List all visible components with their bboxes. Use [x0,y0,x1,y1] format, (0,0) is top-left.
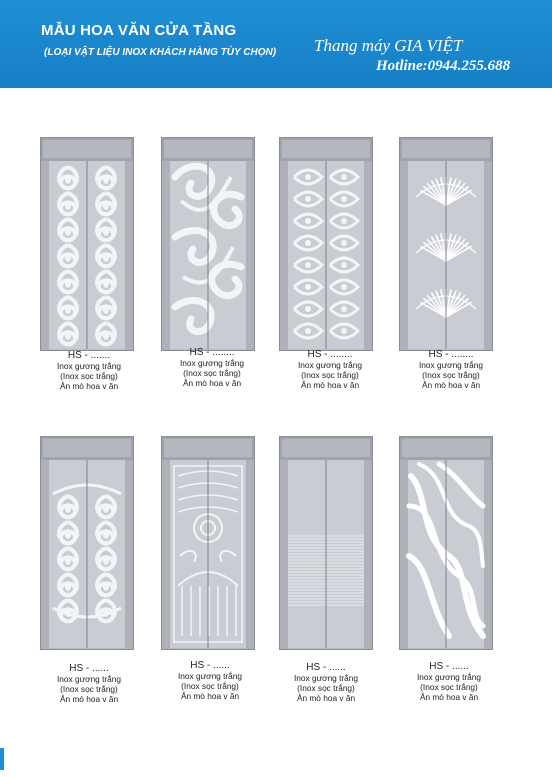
door-caption-5 [34,664,144,704]
door-caption-1 [34,351,144,391]
door-caption-6 [155,661,265,701]
door-code: HS - ...... [306,662,346,673]
page-subtitle: (LOẠI VẬT LIỆU INOX KHÁCH HÀNG TÙY CHỌN) [44,47,277,58]
door-svg-7 [279,436,373,650]
page-edge-mark [0,748,4,770]
door-material: Inox gương trắng [293,673,359,683]
door-material: Inox gương trắng [416,672,482,682]
door-code: HS - ........ [189,347,235,358]
door-code: HS - ....... [67,350,111,361]
door-caption-8 [394,662,504,702]
door-image-1 [40,137,134,351]
door-material-alt: (Inox sọc trắng) [60,684,118,694]
door-image-3 [279,137,373,351]
door-finish: Ăn mò hoa v ăn [180,691,240,701]
door-material-alt: (Inox sọc trắng) [183,368,241,378]
page-header [0,0,552,88]
door-svg-8 [399,436,493,650]
door-finish: Ăn mò hoa v ăn [59,381,119,391]
door-material-alt: (Inox sọc trắng) [420,682,478,692]
door-material-alt: (Inox sọc trắng) [60,371,118,381]
door-image-7 [279,436,373,650]
door-material: Inox gương trắng [56,674,122,684]
door-material-alt: (Inox sọc trắng) [422,370,480,380]
door-svg-4 [399,137,493,351]
door-svg-5 [40,436,134,650]
door-svg-2 [161,137,255,351]
door-caption-3 [275,350,385,390]
door-material: Inox gương trắng [297,360,363,370]
door-material-alt: (Inox sọc trắng) [181,681,239,691]
door-svg-6 [161,436,255,650]
door-material: Inox gương trắng [418,360,484,370]
door-image-4 [399,137,493,351]
door-svg-3 [279,137,373,351]
hotline: Hotline:0944.255.688 [376,58,511,74]
door-finish: Ăn mò hoa v ăn [296,693,356,703]
door-caption-2 [157,348,267,388]
door-image-8 [399,436,493,650]
door-material: Inox gương trắng [179,358,245,368]
door-material: Inox gương trắng [56,361,122,371]
door-material: Inox gương trắng [177,671,243,681]
brand-name: Thang máy GIA VIỆT [314,36,463,55]
door-image-2 [161,137,255,351]
door-caption-4 [396,350,506,390]
page-title: MẪU HOA VĂN CỬA TẦNG [41,22,237,39]
door-code: HS - ........ [307,349,353,360]
door-finish: Ăn mò hoa v ăn [59,694,119,704]
door-code: HS - ...... [190,660,230,671]
door-finish: Ăn mò hoa v ăn [419,692,479,702]
door-finish: Ăn mò hoa v ăn [182,378,242,388]
door-image-6 [161,436,255,650]
door-material-alt: (Inox sọc trắng) [297,683,355,693]
door-caption-7 [271,663,381,703]
door-finish: Ăn mò hoa v ăn [421,380,481,390]
door-code: HS - ...... [69,663,109,674]
door-finish: Ăn mò hoa v ăn [300,380,360,390]
door-code: HS - ...... [429,661,469,672]
door-code: HS - ........ [428,349,474,360]
door-svg-1 [40,137,134,351]
door-image-5 [40,436,134,650]
door-material-alt: (Inox sọc trắng) [301,370,359,380]
